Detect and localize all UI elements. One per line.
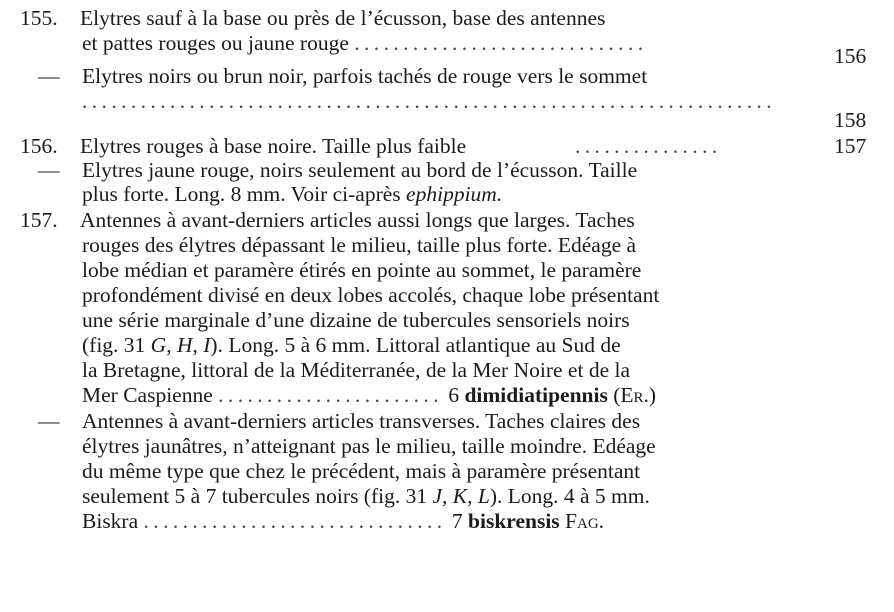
couplet-157-alt-line-1 xyxy=(38,409,641,434)
couplet-157-line-8 xyxy=(82,383,656,408)
couplet-number: 156. xyxy=(20,134,58,158)
couplet-text: plus forte. Long. 8 mm. Voir ci-après xyxy=(82,182,401,206)
leader-dots: ....................................................................... xyxy=(82,89,777,113)
species-author: (Er.) xyxy=(613,383,657,407)
species-number: 6 xyxy=(448,383,460,407)
species-number: 7 xyxy=(451,509,463,533)
couplet-157-line-4: profondément divisé en deux lobes accolés, chaque lobe présentant xyxy=(82,283,660,307)
leader-dots: ............... xyxy=(575,134,722,158)
species-name: biskrensis xyxy=(468,509,560,533)
fig-letter: K xyxy=(452,484,468,508)
species-name: dimidiatipennis xyxy=(464,383,608,407)
couplet-text: (fig. 31 xyxy=(82,333,151,357)
couplet-155-line-2 xyxy=(82,31,648,56)
fig-letter: G xyxy=(150,333,167,357)
leader-dots: .............................. xyxy=(354,31,648,55)
couplet-157-line-6: (fig. 31 G, H, I). Long. 5 à 6 mm. Littoral atlantique au Sud de xyxy=(82,333,621,357)
couplet-text: ). Long. 5 à 6 mm. Littoral atlantique au Sud de xyxy=(210,333,621,357)
couplet-157-line-5: une série marginale d’une dizaine de tubercules sensoriels noirs xyxy=(82,308,630,332)
fig-letter: L xyxy=(477,484,490,508)
couplet-157-alt-line-2: élytres jaunâtres, n’atteignant pas le milieu, taille moindre. Edéage xyxy=(82,434,656,458)
fig-letter: I xyxy=(203,333,211,357)
dash-mark: — xyxy=(38,409,60,433)
couplet-157-alt-line-4: seulement 5 à 7 tubercules noirs (fig. 31 J, K, L). Long. 4 à 5 mm. xyxy=(82,484,650,508)
couplet-text: Elytres sauf à la base ou près de l’écusson, base des antennes xyxy=(80,6,606,30)
couplet-text: Elytres noirs ou brun noir, parfois tachés de rouge vers le sommet xyxy=(82,64,648,88)
couplet-155-alt-line-1 xyxy=(38,64,648,89)
dash-mark: — xyxy=(38,64,60,88)
couplet-number: 157. xyxy=(20,208,58,232)
couplet-text: ). Long. 4 à 5 mm. xyxy=(489,484,650,508)
couplet-text: Biskra xyxy=(82,509,139,533)
species-reference: ephippium. xyxy=(406,182,503,206)
fig-letter: H xyxy=(176,333,193,357)
couplet-157-line-3: lobe médian et paramère étirés en pointe au sommet, le paramère xyxy=(82,258,642,282)
couplet-text: Antennes à avant-derniers articles transverses. Taches claires des xyxy=(82,409,641,433)
species-author: Fag. xyxy=(565,509,605,533)
couplet-text: Elytres rouges à base noire. Taille plus faible xyxy=(80,134,467,158)
couplet-155-line-1 xyxy=(20,6,606,31)
leader-dots: ............................... xyxy=(143,509,447,533)
couplet-number: 155. xyxy=(20,6,58,30)
couplet-157-alt-line-5 xyxy=(82,509,604,534)
dash-mark: — xyxy=(38,158,60,182)
couplet-ref: 156 xyxy=(834,44,867,68)
couplet-156-line-1 xyxy=(20,134,722,159)
leader-dots: ....................... xyxy=(218,383,443,407)
couplet-157-line-1 xyxy=(20,208,635,233)
couplet-155-alt-line-2 xyxy=(82,89,776,114)
couplet-text: seulement 5 à 7 tubercules noirs (fig. 31 xyxy=(82,484,433,508)
couplet-text: Elytres jaune rouge, noirs seulement au bord de l’écusson. Taille xyxy=(82,158,638,182)
couplet-156-alt-line-2 xyxy=(82,182,502,207)
couplet-text: Antennes à avant-derniers articles aussi longs que larges. Taches xyxy=(80,208,635,232)
couplet-157-alt-line-3: du même type que chez le précédent, mais à paramère présentant xyxy=(82,459,641,483)
couplet-157-line-7: la Bretagne, littoral de la Méditerranée, de la Mer Noire et de la xyxy=(82,358,630,382)
couplet-ref: 158 xyxy=(834,108,867,132)
couplet-157-line-2: rouges des élytres dépassant le milieu, taille plus forte. Edéage à xyxy=(82,233,637,257)
couplet-text: Mer Caspienne xyxy=(82,383,213,407)
couplet-ref: 157 xyxy=(834,134,867,158)
couplet-156-alt-line-1 xyxy=(38,158,638,183)
couplet-text: et pattes rouges ou jaune rouge xyxy=(82,31,349,55)
fig-letter: J xyxy=(432,484,443,508)
